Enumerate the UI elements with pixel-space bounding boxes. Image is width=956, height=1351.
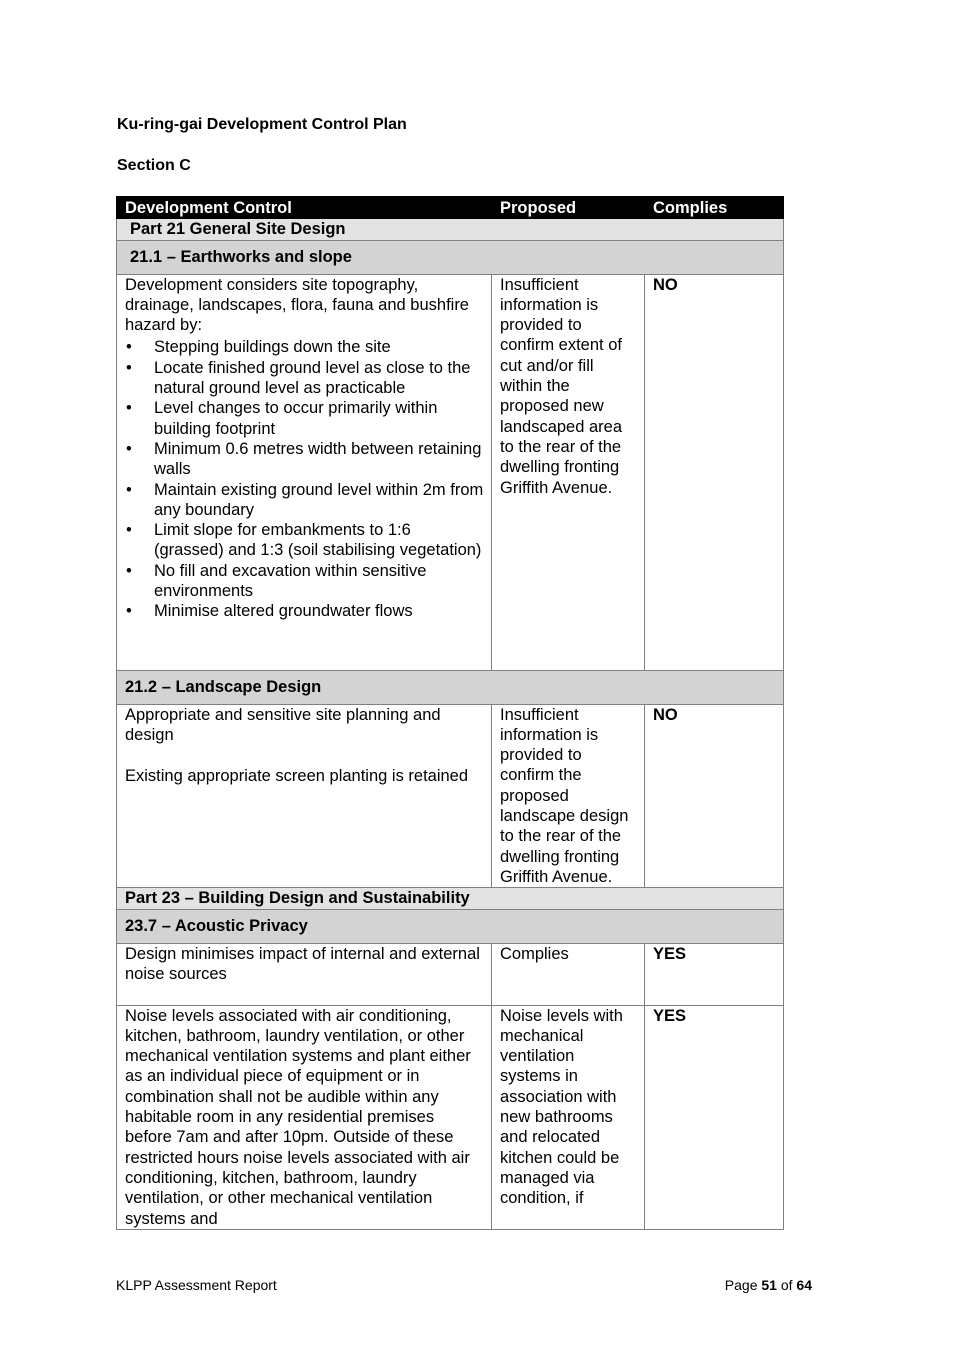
subsection-21-1-heading: 21.1 – Earthworks and slope (117, 240, 784, 274)
subsection-heading-row (117, 240, 784, 274)
document-title: Ku-ring-gai Development Control Plan (117, 116, 407, 133)
development-control-table (116, 196, 784, 1230)
of-label: of (780, 1277, 793, 1293)
complies-cell: YES (645, 943, 784, 1005)
total-pages: 64 (796, 1277, 812, 1293)
section-title: Section C (117, 157, 191, 174)
control-text: Appropriate and sensitive site planning and design (125, 705, 441, 744)
control-cell: Noise levels associated with air conditioning, kitchen, bathroom, laundry ventilation, or other mechanical ventilation systems and plant either as an individual piece of equipment or in combination shall not be audible within any habitable room in any residential premises before 7am and after 10pm. Outside of these restricted hours noise levels associated with air conditioning, kitchen, bathroom, laundry ventilation, or other mechanical ventilation systems and (117, 1005, 492, 1229)
list-item: • Level changes to occur primarily within building footprint (154, 398, 484, 439)
subsection-21-2-heading: 21.2 – Landscape Design (117, 670, 784, 704)
column-header-proposed: Proposed (492, 197, 645, 219)
proposed-cell: Insufficient information is provided to confirm extent of cut and/or fill within the proposed new landscaped area to the rear of the dwelling fronting Griffith Avenue. (492, 274, 645, 670)
control-cell (117, 704, 492, 888)
part-heading-row (117, 888, 784, 909)
footer-page-number (725, 1277, 812, 1293)
control-cell: Design minimises impact of internal and external noise sources (117, 943, 492, 1005)
part-23-heading: Part 23 – Building Design and Sustainability (117, 888, 784, 909)
control-intro: Development considers site topography, drainage, landscapes, flora, fauna and bushfire hazard by: (125, 275, 469, 335)
table-row (117, 274, 784, 670)
complies-cell: NO (645, 704, 784, 888)
footer-report-name: KLPP Assessment Report (116, 1277, 277, 1293)
list-item: • Minimum 0.6 metres width between retaining walls (154, 439, 484, 480)
control-cell (117, 274, 492, 670)
control-text: Existing appropriate screen planting is retained (125, 767, 469, 786)
table-row (117, 1005, 784, 1229)
list-item: • Locate finished ground level as close to the natural ground level as practicable (154, 358, 484, 399)
page-label: Page (724, 1277, 758, 1293)
complies-cell: YES (645, 1005, 784, 1229)
part-21-heading: Part 21 General Site Design (117, 219, 784, 240)
complies-cell: NO (645, 274, 784, 670)
table-header-row (117, 197, 784, 219)
column-header-development-control: Development Control (117, 197, 492, 219)
subsection-heading-row (117, 670, 784, 704)
proposed-cell: Complies (492, 943, 645, 1005)
subsection-heading-row (117, 909, 784, 943)
table-row (117, 943, 784, 1005)
table-row (117, 704, 784, 888)
column-header-complies: Complies (645, 197, 784, 219)
proposed-cell: Noise levels with mechanical ventilation systems in association with new bathrooms and relocated kitchen could be managed via condition, if (492, 1005, 645, 1229)
list-item: • No fill and excavation within sensitive environments (154, 561, 484, 602)
current-page: 51 (761, 1277, 777, 1293)
part-heading-row (117, 219, 784, 240)
list-item: • Stepping buildings down the site (154, 337, 484, 357)
list-item: • Limit slope for embankments to 1:6 (grassed) and 1:3 (soil stabilising vegetation) (154, 520, 484, 561)
list-item: • Maintain existing ground level within 2m from any boundary (154, 480, 484, 521)
control-bullet-list (125, 337, 484, 621)
proposed-cell: Insufficient information is provided to confirm the proposed landscape design to the rear of the dwelling fronting Griffith Avenue. (492, 704, 645, 888)
subsection-23-7-heading: 23.7 – Acoustic Privacy (117, 909, 784, 943)
list-item: • Minimise altered groundwater flows (154, 601, 484, 621)
